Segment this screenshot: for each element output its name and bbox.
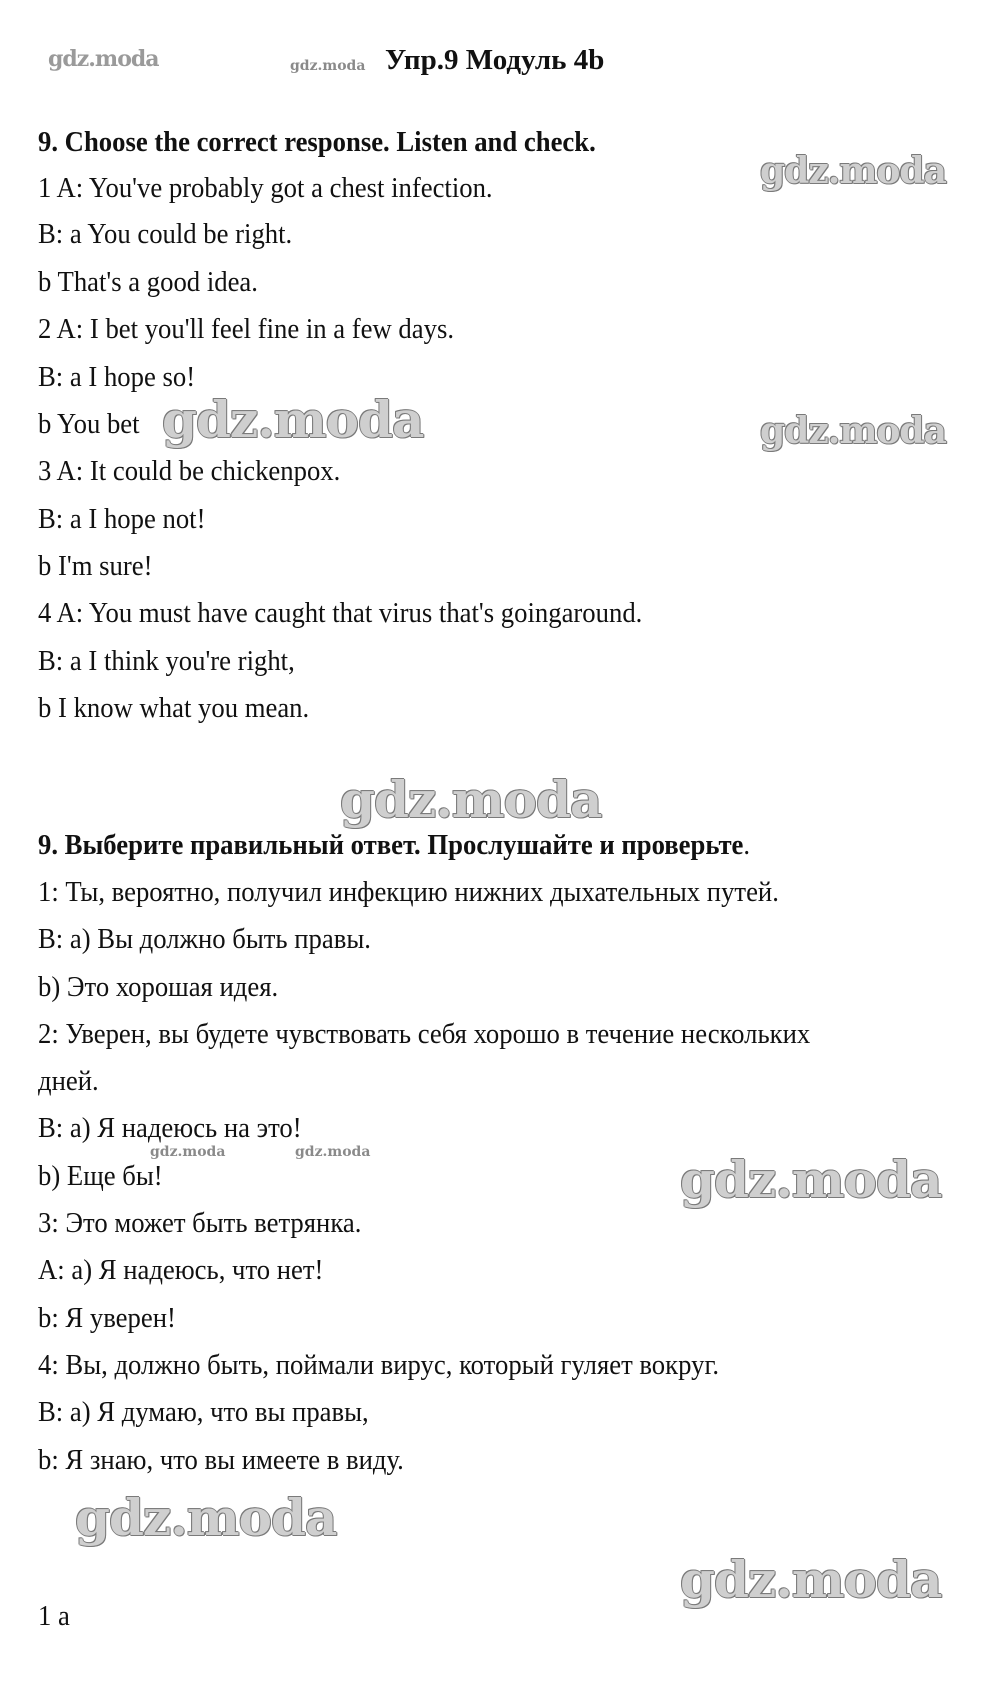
english-line: b That's a good idea. bbox=[38, 266, 258, 298]
russian-line: 1: Ты, вероятно, получил инфекцию нижних дыхательных путей. bbox=[38, 876, 779, 908]
english-line: 1 A: You've probably got a chest infection. bbox=[38, 172, 493, 204]
russian-heading-text: 9. Выберите правильный ответ. Прослушайте и проверьте bbox=[38, 829, 744, 861]
english-line: 3 A: It could be chickenpox. bbox=[38, 455, 341, 487]
watermark: gdz.moda bbox=[162, 390, 424, 449]
answer-text: 1 a bbox=[38, 1600, 70, 1632]
russian-line: 3: Это может быть ветрянка. bbox=[38, 1207, 362, 1239]
watermark: gdz.moda bbox=[760, 150, 946, 192]
russian-heading bbox=[38, 827, 750, 863]
russian-line: b: Я знаю, что вы имеете в виду. bbox=[38, 1444, 404, 1476]
english-line: b I know what you mean. bbox=[38, 692, 310, 724]
russian-line: дней. bbox=[38, 1065, 99, 1097]
russian-line: 4: Вы, должно быть, поймали вирус, который гуляет вокруг. bbox=[38, 1349, 720, 1381]
russian-line: 2: Уверен, вы будете чувствовать себя хорошо в течение нескольких bbox=[38, 1018, 811, 1050]
russian-line: A: a) Я надеюсь, что нет! bbox=[38, 1254, 324, 1286]
watermark: gdz.moda bbox=[760, 410, 946, 452]
watermark: gdz.moda bbox=[295, 1144, 371, 1160]
russian-line: b) Это хорошая идея. bbox=[38, 971, 279, 1003]
watermark: gdz.moda bbox=[150, 1144, 226, 1160]
russian-line: B: a) Я думаю, что вы правы, bbox=[38, 1396, 369, 1428]
english-line: 4 A: You must have caught that virus that's goingaround. bbox=[38, 597, 643, 629]
watermark: gdz.moda bbox=[75, 1488, 337, 1547]
english-heading: 9. Choose the correct response. Listen and check. bbox=[38, 126, 596, 158]
watermark: gdz.moda bbox=[340, 770, 602, 829]
russian-line: B: a) Я надеюсь на это! bbox=[38, 1112, 302, 1144]
english-line: B: a I hope so! bbox=[38, 361, 196, 393]
russian-line: b: Я уверен! bbox=[38, 1302, 176, 1334]
english-line: 2 A: I bet you'll feel fine in a few days. bbox=[38, 313, 455, 345]
page-title: Упр.9 Модуль 4b bbox=[385, 44, 605, 76]
english-line: B: a You could be right. bbox=[38, 218, 293, 250]
watermark: gdz.moda bbox=[290, 58, 366, 74]
english-line: b I'm sure! bbox=[38, 550, 153, 582]
watermark: gdz.moda bbox=[680, 1550, 942, 1609]
russian-line: b) Еще бы! bbox=[38, 1160, 163, 1192]
russian-line: B: a) Вы должно быть правы. bbox=[38, 923, 371, 955]
watermark: gdz.moda bbox=[48, 46, 159, 72]
english-line: B: a I hope not! bbox=[38, 503, 206, 535]
english-line: b You bet bbox=[38, 408, 140, 440]
english-line: B: a I think you're right, bbox=[38, 645, 295, 677]
russian-heading-end: . bbox=[743, 829, 751, 861]
watermark: gdz.moda bbox=[680, 1150, 942, 1209]
